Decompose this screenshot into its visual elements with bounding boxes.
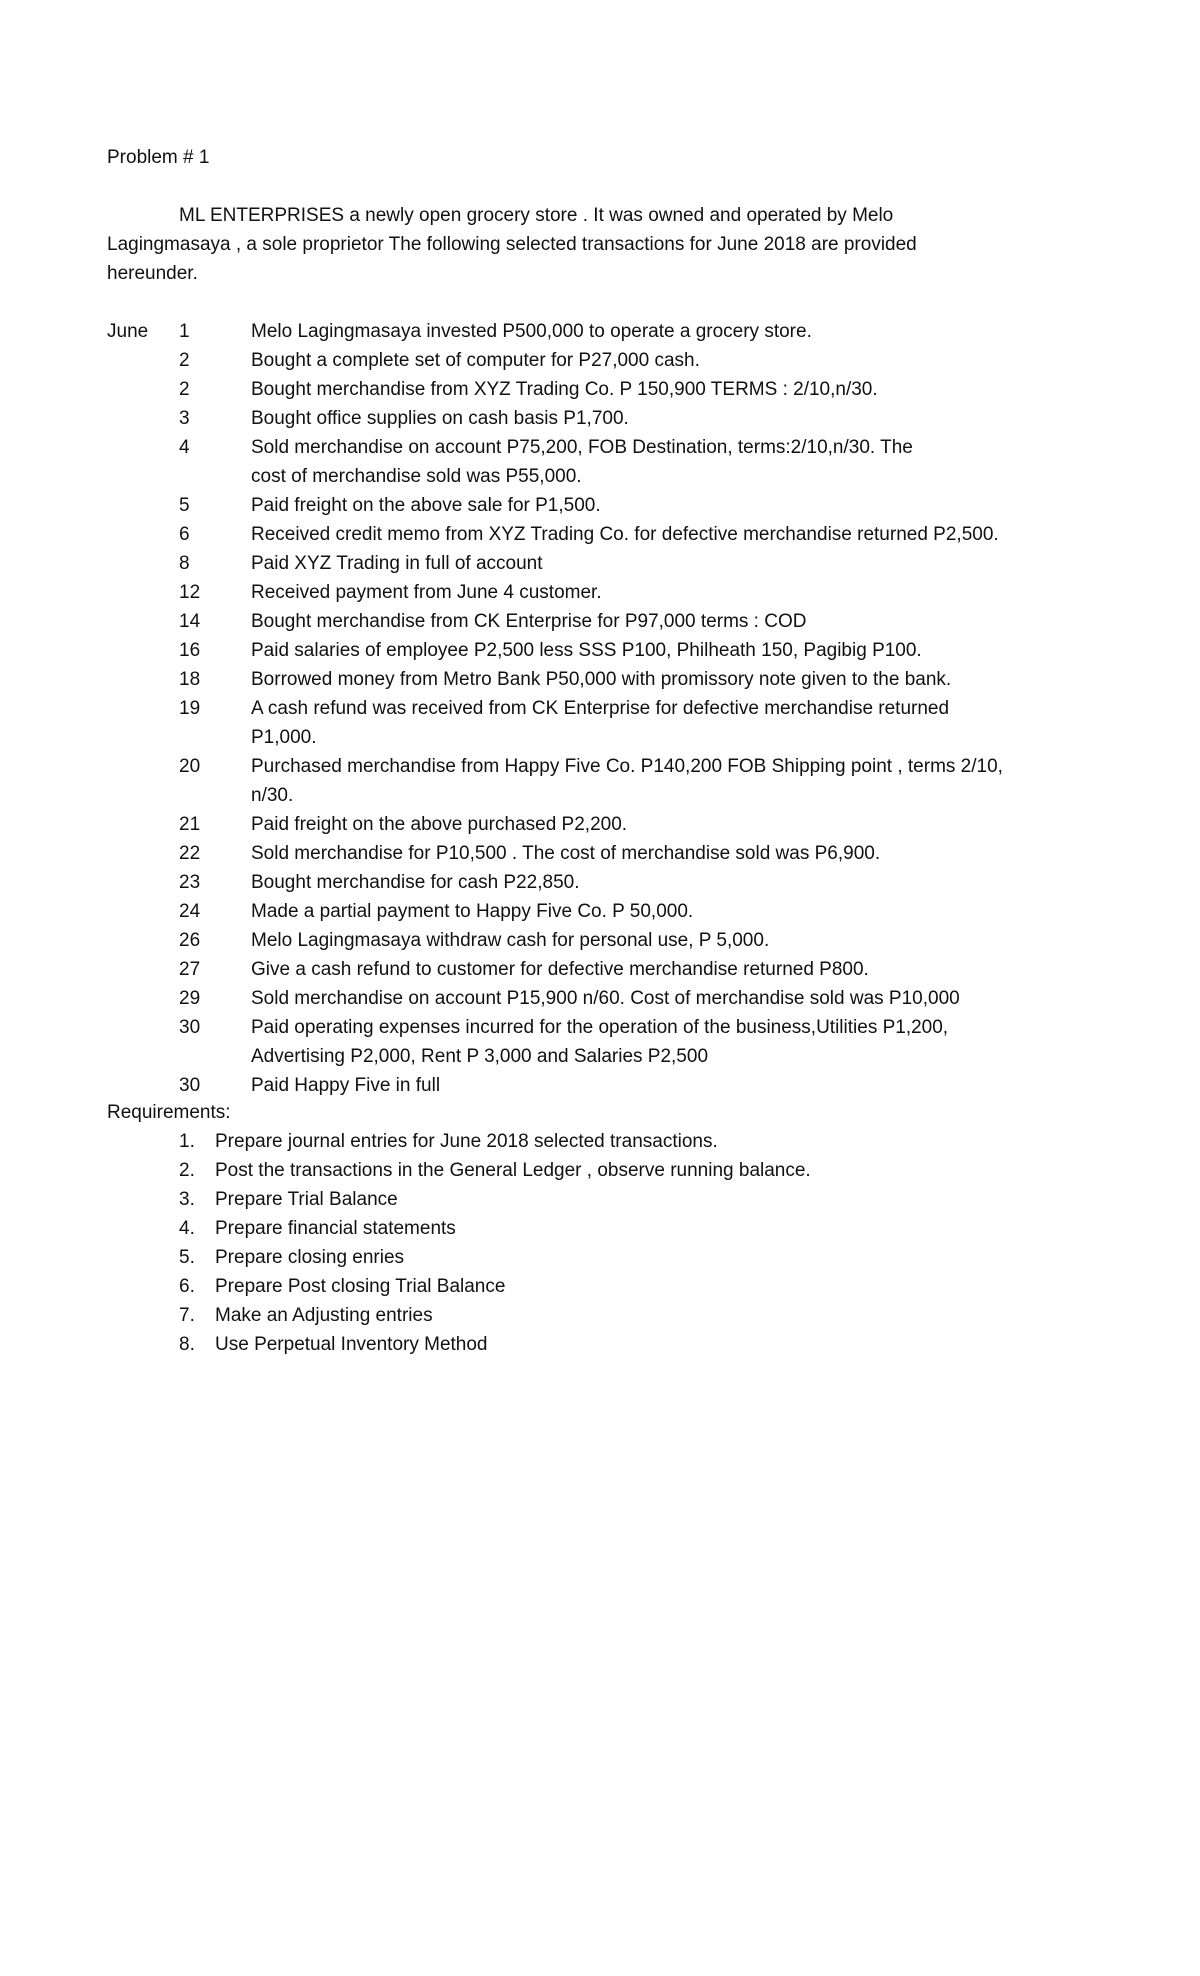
transaction-day: 2 (179, 350, 190, 371)
transaction-row (107, 839, 1157, 868)
transaction-description (251, 317, 1131, 346)
transaction-description-line: Sold merchandise for P10,500 . The cost of merchandise sold was P6,900. (251, 843, 881, 864)
transaction-description (251, 926, 1131, 955)
month-label (107, 984, 179, 1013)
month-label (107, 694, 179, 752)
month-label (107, 1071, 179, 1100)
transaction-description-line: Paid operating expenses incurred for the operation of the business,Utilities P1,200, (251, 1017, 949, 1038)
transaction-description (251, 752, 1131, 810)
requirement-item (179, 1127, 1079, 1156)
requirement-number: 8. (179, 1334, 195, 1355)
requirement-item (179, 1185, 1079, 1214)
month-label (107, 752, 179, 810)
requirement-number: 1. (179, 1131, 195, 1152)
requirement-text: Prepare closing enries (215, 1247, 405, 1268)
requirement-item (179, 1214, 1079, 1243)
requirement-text: Make an Adjusting entries (215, 1305, 433, 1326)
requirement-text: Post the transactions in the General Ledger , observe running balance. (215, 1160, 811, 1181)
month-label (107, 607, 179, 636)
month-label (107, 955, 179, 984)
transaction-description (251, 1071, 1131, 1100)
requirement-item (179, 1243, 1079, 1272)
transaction-description-line: Received payment from June 4 customer. (251, 582, 602, 603)
requirement-text: Prepare financial statements (215, 1218, 456, 1239)
transaction-description-line: cost of merchandise sold was P55,000. (251, 466, 582, 487)
transaction-day: 30 (179, 1017, 201, 1038)
transaction-description-line: A cash refund was received from CK Enterprise for defective merchandise returned (251, 698, 950, 719)
month-label (107, 665, 179, 694)
transaction-day: 4 (179, 437, 190, 458)
transaction-day: 30 (179, 1075, 201, 1096)
month-label (107, 839, 179, 868)
transaction-row (107, 926, 1157, 955)
transaction-day: 26 (179, 930, 201, 951)
month-label (107, 375, 179, 404)
transaction-day: 5 (179, 495, 190, 516)
transaction-description-line: Bought merchandise for cash P22,850. (251, 872, 580, 893)
transaction-description (251, 346, 1131, 375)
requirement-item (179, 1156, 1079, 1185)
transaction-description (251, 897, 1131, 926)
transaction-description (251, 665, 1131, 694)
requirement-number: 6. (179, 1276, 195, 1297)
transaction-day: 6 (179, 524, 190, 545)
intro-line: ML ENTERPRISES a newly open grocery store . It was owned and operated by Melo (179, 205, 894, 226)
transaction-row (107, 607, 1157, 636)
transaction-row (107, 868, 1157, 897)
month-label (107, 491, 179, 520)
requirement-number: 3. (179, 1189, 195, 1210)
month-label (107, 636, 179, 665)
transaction-description-line: Melo Lagingmasaya invested P500,000 to operate a grocery store. (251, 321, 812, 342)
transaction-description (251, 636, 1131, 665)
intro-paragraph (107, 201, 1107, 288)
requirement-text: Prepare Trial Balance (215, 1189, 398, 1210)
month-label (107, 433, 179, 491)
transaction-row (107, 636, 1157, 665)
problem-title: Problem # 1 (107, 147, 210, 168)
requirement-text: Prepare journal entries for June 2018 selected transactions. (215, 1131, 718, 1152)
month-label (107, 578, 179, 607)
transaction-day: 29 (179, 988, 201, 1009)
requirement-item (179, 1301, 1079, 1330)
transaction-day: 1 (179, 321, 190, 342)
transaction-description-line: Sold merchandise on account P15,900 n/60. Cost of merchandise sold was P10,000 (251, 988, 960, 1009)
transaction-day: 3 (179, 408, 190, 429)
transaction-description (251, 549, 1131, 578)
transaction-description-line: Advertising P2,000, Rent P 3,000 and Salaries P2,500 (251, 1046, 709, 1067)
transaction-row (107, 578, 1157, 607)
transaction-day: 16 (179, 640, 201, 661)
transaction-description-line: n/30. (251, 785, 294, 806)
transaction-description-line: P1,000. (251, 727, 317, 748)
transaction-description (251, 839, 1131, 868)
transaction-description-line: Purchased merchandise from Happy Five Co. P140,200 FOB Shipping point , terms 2/10, (251, 756, 1003, 777)
transaction-description (251, 810, 1131, 839)
month-label (107, 520, 179, 549)
transaction-row (107, 897, 1157, 926)
requirement-item (179, 1272, 1079, 1301)
transaction-row (107, 520, 1157, 549)
transaction-day: 24 (179, 901, 201, 922)
transaction-description (251, 984, 1131, 1013)
transaction-row (107, 694, 1157, 752)
transaction-day: 23 (179, 872, 201, 893)
transaction-description-line: Received credit memo from XYZ Trading Co. for defective merchandise returned P2,500. (251, 524, 999, 545)
transaction-description-line: Sold merchandise on account P75,200, FOB Destination, terms:2/10,n/30. The (251, 437, 913, 458)
transaction-row (107, 433, 1157, 491)
transaction-description (251, 491, 1131, 520)
transaction-day: 19 (179, 698, 201, 719)
transaction-day: 27 (179, 959, 201, 980)
transaction-description-line: Paid XYZ Trading in full of account (251, 553, 543, 574)
transaction-description (251, 578, 1131, 607)
transaction-description-line: Bought merchandise from CK Enterprise for P97,000 terms : COD (251, 611, 807, 632)
month-label: June (107, 321, 149, 342)
transaction-row (107, 375, 1157, 404)
transaction-day: 22 (179, 843, 201, 864)
requirement-number: 7. (179, 1305, 195, 1326)
transaction-description-line: Paid salaries of employee P2,500 less SSS P100, Philheath 150, Pagibig P100. (251, 640, 922, 661)
transaction-list (107, 317, 1157, 1100)
requirement-number: 5. (179, 1247, 195, 1268)
transaction-row (107, 404, 1157, 433)
requirement-number: 4. (179, 1218, 195, 1239)
requirement-number: 2. (179, 1160, 195, 1181)
transaction-day: 12 (179, 582, 201, 603)
transaction-row (107, 549, 1157, 578)
transaction-row (107, 1013, 1157, 1071)
transaction-description-line: Bought a complete set of computer for P27,000 cash. (251, 350, 700, 371)
transaction-day: 8 (179, 553, 190, 574)
transaction-day: 14 (179, 611, 201, 632)
month-label (107, 346, 179, 375)
transaction-day: 18 (179, 669, 201, 690)
requirements-title: Requirements: (107, 1102, 231, 1123)
transaction-description-line: Bought merchandise from XYZ Trading Co. P 150,900 TERMS : 2/10,n/30. (251, 379, 878, 400)
transaction-description-line: Paid Happy Five in full (251, 1075, 441, 1096)
requirement-text: Use Perpetual Inventory Method (215, 1334, 488, 1355)
transaction-description (251, 433, 1131, 491)
intro-line: Lagingmasaya , a sole proprietor The following selected transactions for June 2018 are provided (107, 234, 917, 255)
month-label (107, 926, 179, 955)
transaction-description (251, 607, 1131, 636)
transaction-row (107, 984, 1157, 1013)
month-label (107, 810, 179, 839)
month-label (107, 868, 179, 897)
transaction-row (107, 317, 1157, 346)
requirement-item (179, 1330, 1079, 1359)
transaction-day: 20 (179, 756, 201, 777)
transaction-row (107, 346, 1157, 375)
transaction-day: 2 (179, 379, 190, 400)
month-label (107, 897, 179, 926)
transaction-description-line: Paid freight on the above sale for P1,500. (251, 495, 601, 516)
transaction-row (107, 1071, 1157, 1100)
transaction-description-line: Made a partial payment to Happy Five Co. P 50,000. (251, 901, 694, 922)
transaction-description-line: Borrowed money from Metro Bank P50,000 with promissory note given to the bank. (251, 669, 952, 690)
transaction-description (251, 404, 1131, 433)
transaction-description (251, 375, 1131, 404)
month-label (107, 404, 179, 433)
transaction-row (107, 491, 1157, 520)
transaction-description (251, 520, 1131, 549)
transaction-description-line: Give a cash refund to customer for defective merchandise returned P800. (251, 959, 869, 980)
transaction-description-line: Bought office supplies on cash basis P1,700. (251, 408, 629, 429)
transaction-description (251, 694, 1131, 752)
transaction-description (251, 1013, 1131, 1071)
month-label (107, 549, 179, 578)
requirement-text: Prepare Post closing Trial Balance (215, 1276, 506, 1297)
month-label (107, 1013, 179, 1071)
transaction-row (107, 665, 1157, 694)
transaction-description (251, 868, 1131, 897)
transaction-description (251, 955, 1131, 984)
transaction-description-line: Paid freight on the above purchased P2,200. (251, 814, 628, 835)
transaction-row (107, 955, 1157, 984)
intro-line: hereunder. (107, 263, 198, 284)
transaction-row (107, 752, 1157, 810)
requirements-list (179, 1127, 1079, 1359)
transaction-row (107, 810, 1157, 839)
transaction-description-line: Melo Lagingmasaya withdraw cash for personal use, P 5,000. (251, 930, 770, 951)
transaction-day: 21 (179, 814, 201, 835)
